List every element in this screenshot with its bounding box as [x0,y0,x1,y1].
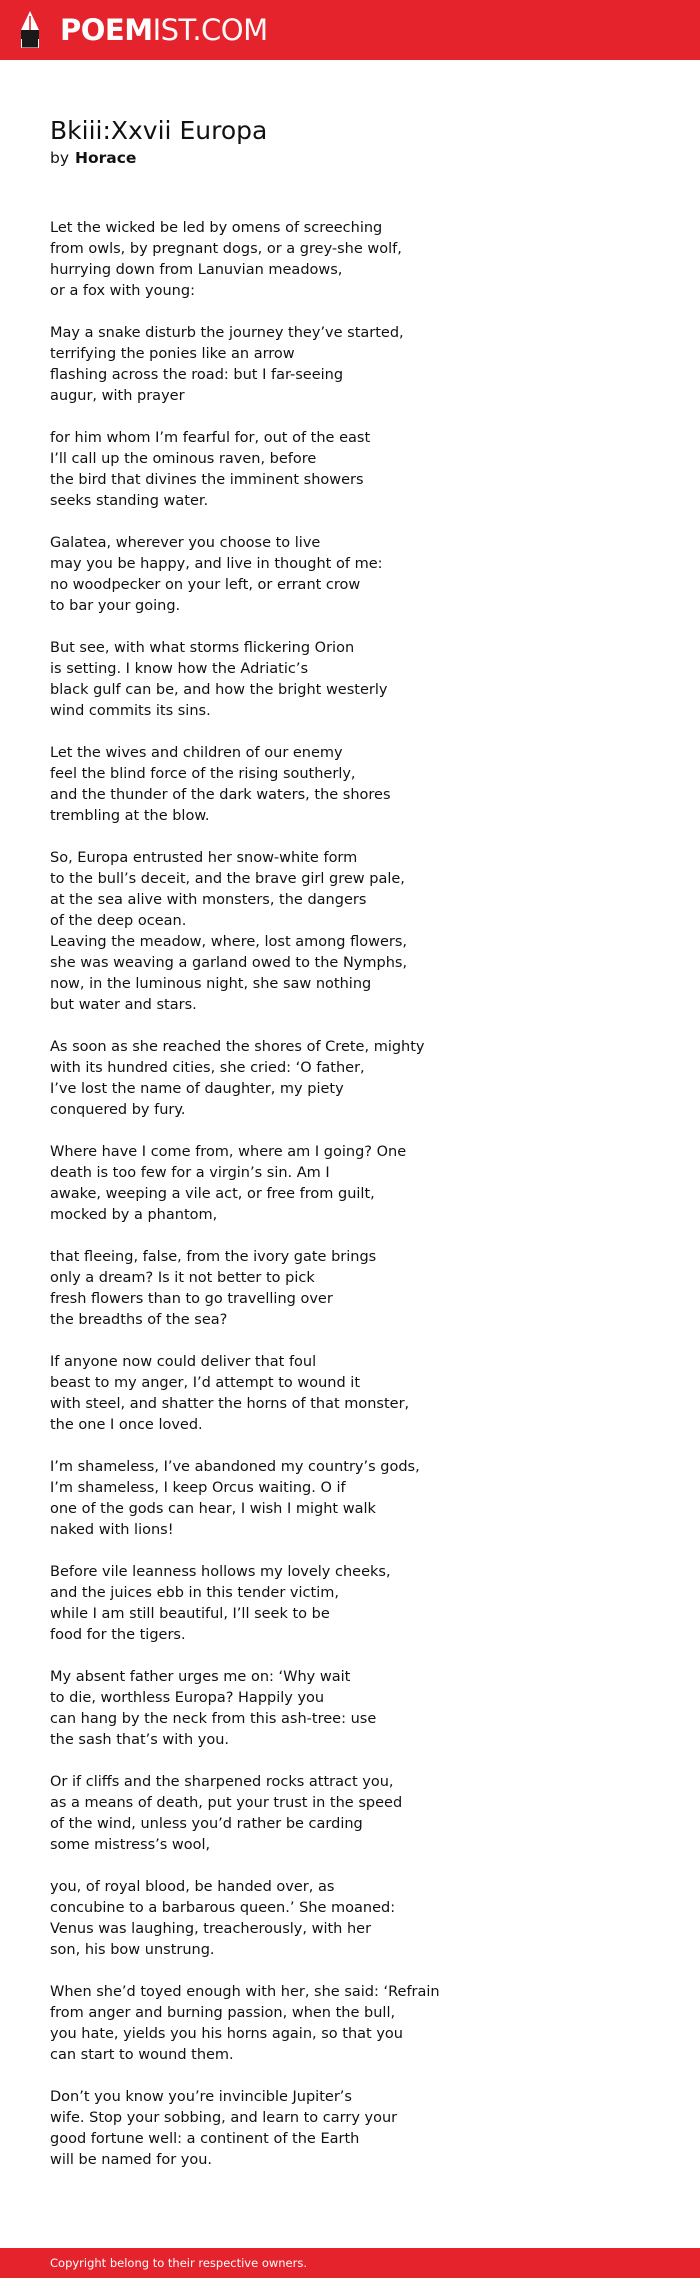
poem-line: I’ll call up the ominous raven, before [50,451,317,467]
poem-body [50,218,650,2192]
poem-line: to die, worthless Europa? Happily you [50,1690,325,1706]
poem-byline [50,146,136,170]
poem-line: will be named for you. [50,2152,213,2168]
poem-line: from owls, by pregnant dogs, or a grey-she wolf, [50,241,402,257]
poem-line: feel the blind force of the rising southerly, [50,766,356,782]
poem-line: can start to wound them. [50,2047,234,2063]
poem-line: I’m shameless, I keep Orcus waiting. O if [50,1480,346,1496]
poem-line: terrifying the ponies like an arrow [50,346,295,362]
poem-line: may you be happy, and live in thought of me: [50,556,383,572]
poem-line: Leaving the meadow, where, lost among flowers, [50,934,408,950]
poem-line: wind commits its sins. [50,703,211,719]
poem-line: When she’d toyed enough with her, she said: ‘Refrain [50,1984,440,2000]
poem-stanza [50,1772,650,1856]
poem-line: So, Europa entrusted her snow-white form [50,850,358,866]
poem-line: flashing across the road: but I far-seeing [50,367,344,383]
poem-stanza [50,743,650,827]
logo-bold-text: POEM [60,13,153,47]
pen-nib-icon[interactable] [17,10,43,50]
poem-stanza [50,1877,650,1961]
poem-line: beast to my anger, I’d attempt to wound it [50,1375,361,1391]
poem-line: the bird that divines the imminent showers [50,472,364,488]
poem-line: As soon as she reached the shores of Crete, mighty [50,1039,425,1055]
poem-line: now, in the luminous night, she saw nothing [50,976,372,992]
poem-line: the sash that’s with you. [50,1732,230,1748]
poem-line: to bar your going. [50,598,181,614]
poem-line: or a fox with young: [50,283,195,299]
poem-stanza [50,1352,650,1436]
poem-line: Let the wicked be led by omens of screeching [50,220,383,236]
poem-author: Horace [75,149,137,167]
copyright-text: Copyright belong to their respective owners. [50,2256,308,2270]
poem-line: My absent father urges me on: ‘Why wait [50,1669,351,1685]
poem-stanza [50,533,650,617]
poem-line: death is too few for a virgin’s sin. Am I [50,1165,330,1181]
poem-line: with steel, and shatter the horns of that monster, [50,1396,410,1412]
poem-line: some mistress’s wool, [50,1837,211,1853]
by-label: by [50,149,70,167]
poem-stanza [50,1457,650,1541]
poem-line: Let the wives and children of our enemy [50,745,343,761]
poem-stanza [50,1667,650,1751]
poem-line: as a means of death, put your trust in the speed [50,1795,403,1811]
site-logo-link[interactable] [60,11,268,49]
poem-line: conquered by fury. [50,1102,186,1118]
poem-stanza [50,638,650,722]
poem-line: you, of royal blood, be handed over, as [50,1879,335,1895]
poem-line: I’ve lost the name of daughter, my piety [50,1081,344,1097]
poem-line: Or if cliffs and the sharpened rocks attract you, [50,1774,394,1790]
poem-line: is setting. I know how the Adriatic’s [50,661,309,677]
poem-line: naked with lions! [50,1522,174,1538]
poem-line: fresh flowers than to go travelling over [50,1291,333,1307]
poem-line: one of the gods can hear, I wish I might walk [50,1501,376,1517]
poem-line: Galatea, wherever you choose to live [50,535,321,551]
poem-line: son, his bow unstrung. [50,1942,215,1958]
poem-stanza [50,2087,650,2171]
poem-line: at the sea alive with monsters, the dangers [50,892,367,908]
site-header [0,0,700,60]
poem-line: while I am still beautiful, I’ll seek to be [50,1606,330,1622]
poem-line: black gulf can be, and how the bright westerly [50,682,388,698]
poem-line: food for the tigers. [50,1627,186,1643]
poem-line: wife. Stop your sobbing, and learn to carry your [50,2110,398,2126]
poem-stanza [50,218,650,302]
poem-line: augur, with prayer [50,388,185,404]
poem-line: to the bull’s deceit, and the brave girl grew pale, [50,871,405,887]
poem-line: Before vile leanness hollows my lovely cheeks, [50,1564,391,1580]
logo-light-text: IST.COM [152,13,268,47]
poem-line: trembling at the blow. [50,808,210,824]
poem-line: for him whom I’m fearful for, out of the east [50,430,371,446]
poem-line: the one I once loved. [50,1417,203,1433]
poem-line: of the wind, unless you’d rather be carding [50,1816,363,1832]
poem-line: of the deep ocean. [50,913,187,929]
poem-line: she was weaving a garland owed to the Nymphs, [50,955,408,971]
site-footer [0,2248,700,2278]
poem-stanza [50,428,650,512]
poem-line: Don’t you know you’re invincible Jupiter’s [50,2089,352,2105]
poem-stanza [50,1562,650,1646]
poem-stanza [50,1037,650,1121]
poem-line: hurrying down from Lanuvian meadows, [50,262,343,278]
poem-stanza [50,323,650,407]
poem-line: and the juices ebb in this tender victim, [50,1585,339,1601]
poem-title: Bkiii:Xxvii Europa [50,116,268,145]
poem-line: I’m shameless, I’ve abandoned my country’s gods, [50,1459,420,1475]
poem-line: but water and stars. [50,997,197,1013]
poem-line: good fortune well: a continent of the Earth [50,2131,360,2147]
poem-line: mocked by a phantom, [50,1207,218,1223]
poem-stanza [50,1247,650,1331]
poem-line: with its hundred cities, she cried: ‘O father, [50,1060,365,1076]
poem-line: that fleeing, false, from the ivory gate brings [50,1249,377,1265]
poem-line: Venus was laughing, treacherously, with her [50,1921,372,1937]
poem-line: you hate, yields you his horns again, so that you [50,2026,403,2042]
poem-stanza [50,1982,650,2066]
poem-stanza [50,848,650,1016]
poem-line: Where have I come from, where am I going? One [50,1144,407,1160]
poem-line: If anyone now could deliver that foul [50,1354,317,1370]
poem-line: only a dream? Is it not better to pick [50,1270,315,1286]
poem-line: the breadths of the sea? [50,1312,228,1328]
poem-line: May a snake disturb the journey they’ve started, [50,325,404,341]
poem-line: from anger and burning passion, when the bull, [50,2005,396,2021]
poem-line: concubine to a barbarous queen.’ She moaned: [50,1900,396,1916]
poem-line: seeks standing water. [50,493,209,509]
poem-line: can hang by the neck from this ash-tree: use [50,1711,377,1727]
poem-line: But see, with what storms flickering Orion [50,640,355,656]
poem-line: awake, weeping a vile act, or free from guilt, [50,1186,375,1202]
poem-stanza [50,1142,650,1226]
poem-line: no woodpecker on your left, or errant crow [50,577,361,593]
poem-line: and the thunder of the dark waters, the shores [50,787,391,803]
